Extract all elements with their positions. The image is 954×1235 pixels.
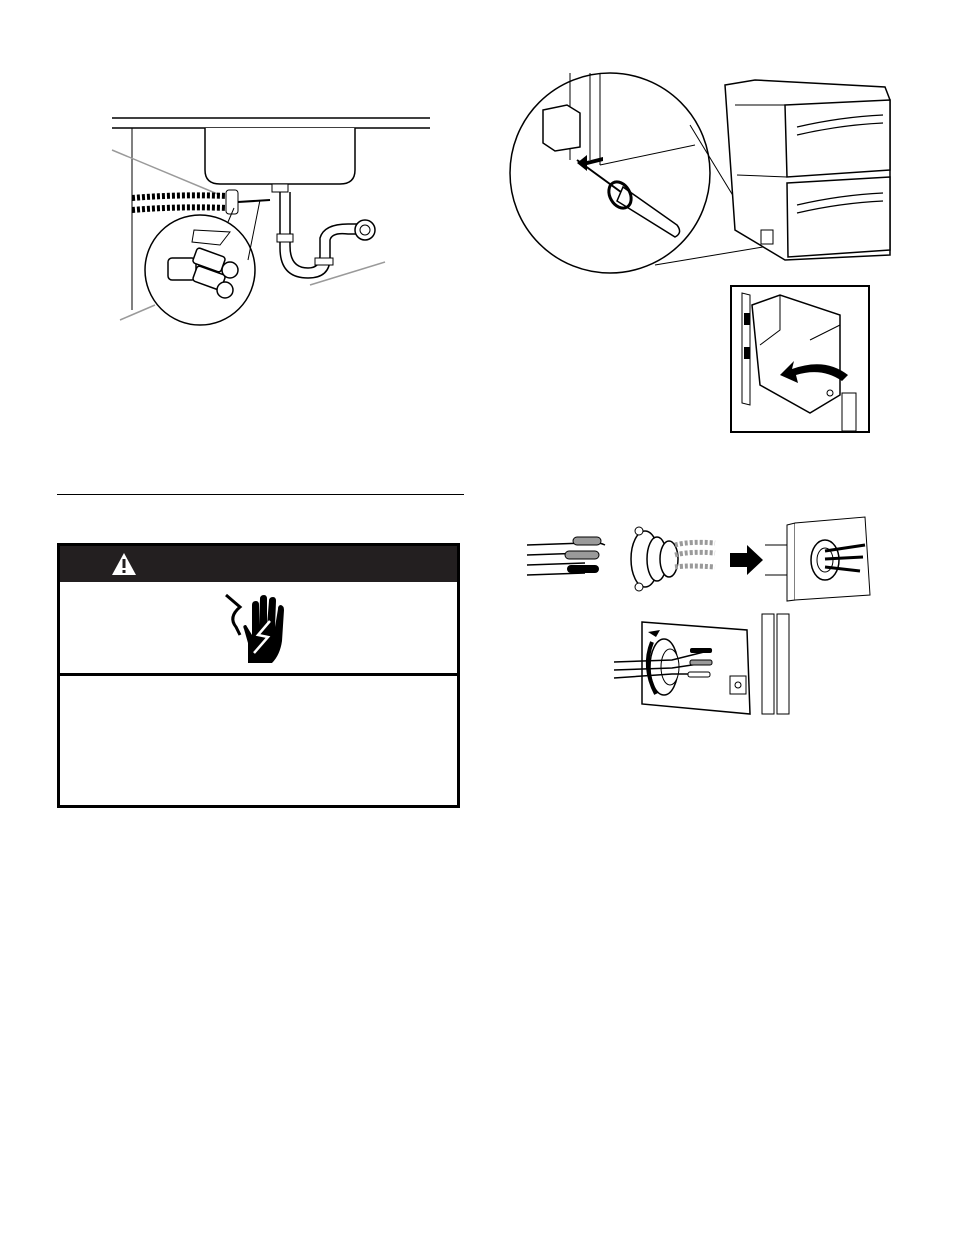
warning-divider bbox=[60, 673, 457, 676]
dishwasher-screwdriver-figure bbox=[505, 65, 900, 275]
warning-box bbox=[57, 543, 460, 808]
wire-connector-figure bbox=[525, 515, 880, 605]
sink-plumbing-figure bbox=[110, 110, 440, 340]
terminal-box-figure bbox=[730, 285, 870, 433]
section-divider bbox=[57, 494, 464, 495]
connector-bracket-figure bbox=[612, 612, 797, 722]
electrical-shock-hazard-icon bbox=[218, 591, 288, 667]
warning-header bbox=[60, 546, 457, 582]
warning-triangle-icon bbox=[111, 552, 137, 576]
